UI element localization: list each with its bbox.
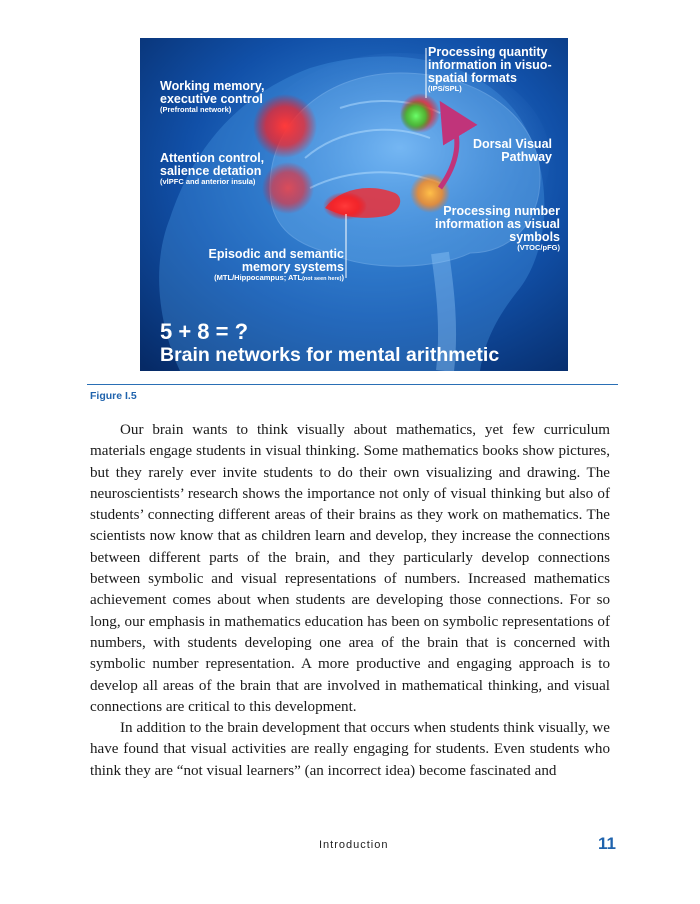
- paragraph: In addition to the brain development that occurs when students think visually, we have found that visual activities are really engaging for students. Even students who think they are “not visual learners” (an incorrect idea) become fascinated and: [90, 720, 610, 779]
- label-ips: Processing quantity information in visuo-spatial formats (IPS/SPL): [428, 45, 552, 94]
- label-working-memory: Working memory, executive control (Prefrontal network): [160, 79, 265, 115]
- label-number-symbols: Processing number information as visual symbols (VTOC/pFG): [434, 204, 560, 253]
- paragraph: Our brain wants to think visually about mathematics, yet few curriculum materials engage students in visual thinking. Some mathematics books show pictures, but they rarely ever invite students to do their own visualizing and drawing. The neuroscientists’ research shows the importance not only of visual thinking but also of students’ connecting different areas of their brains as they work on mathematics. The scientists now know that as children learn and develop, they increase the connections between different parts of the brain, and they particularly develop connections between symbolic and visual representations of numbers. Increased mathematics achievement comes about when students are developing those connections. For so long, our emphasis in mathematics education has been on symbolic representations of numbers, with students developing one area of the brain that is concerned with symbolic number representation. A more productive and engaging approach is to develop all areas of the brain that are involved in mathematical thinking, and visual connections are critical to this development.: [90, 422, 610, 715]
- label-episodic-memory: Episodic and semantic memory systems (MTL/Hippocampus; ATL(not seen here)): [208, 247, 344, 283]
- label-dorsal-visual-pathway: Dorsal Visual Pathway: [473, 137, 552, 165]
- figure-rule: [87, 384, 618, 385]
- figure-label: Figure I.5: [90, 390, 137, 402]
- body-text: [90, 420, 610, 782]
- page-number: 11: [598, 834, 616, 853]
- figure-equation: 5 + 8 = ?: [160, 319, 249, 344]
- figure-caption: Brain networks for mental arithmetic: [160, 344, 500, 366]
- label-attention: Attention control, salience detation (vlPFC and anterior insula): [160, 151, 265, 187]
- brain-networks-figure: [140, 38, 568, 371]
- running-footer-section: Introduction: [319, 839, 389, 851]
